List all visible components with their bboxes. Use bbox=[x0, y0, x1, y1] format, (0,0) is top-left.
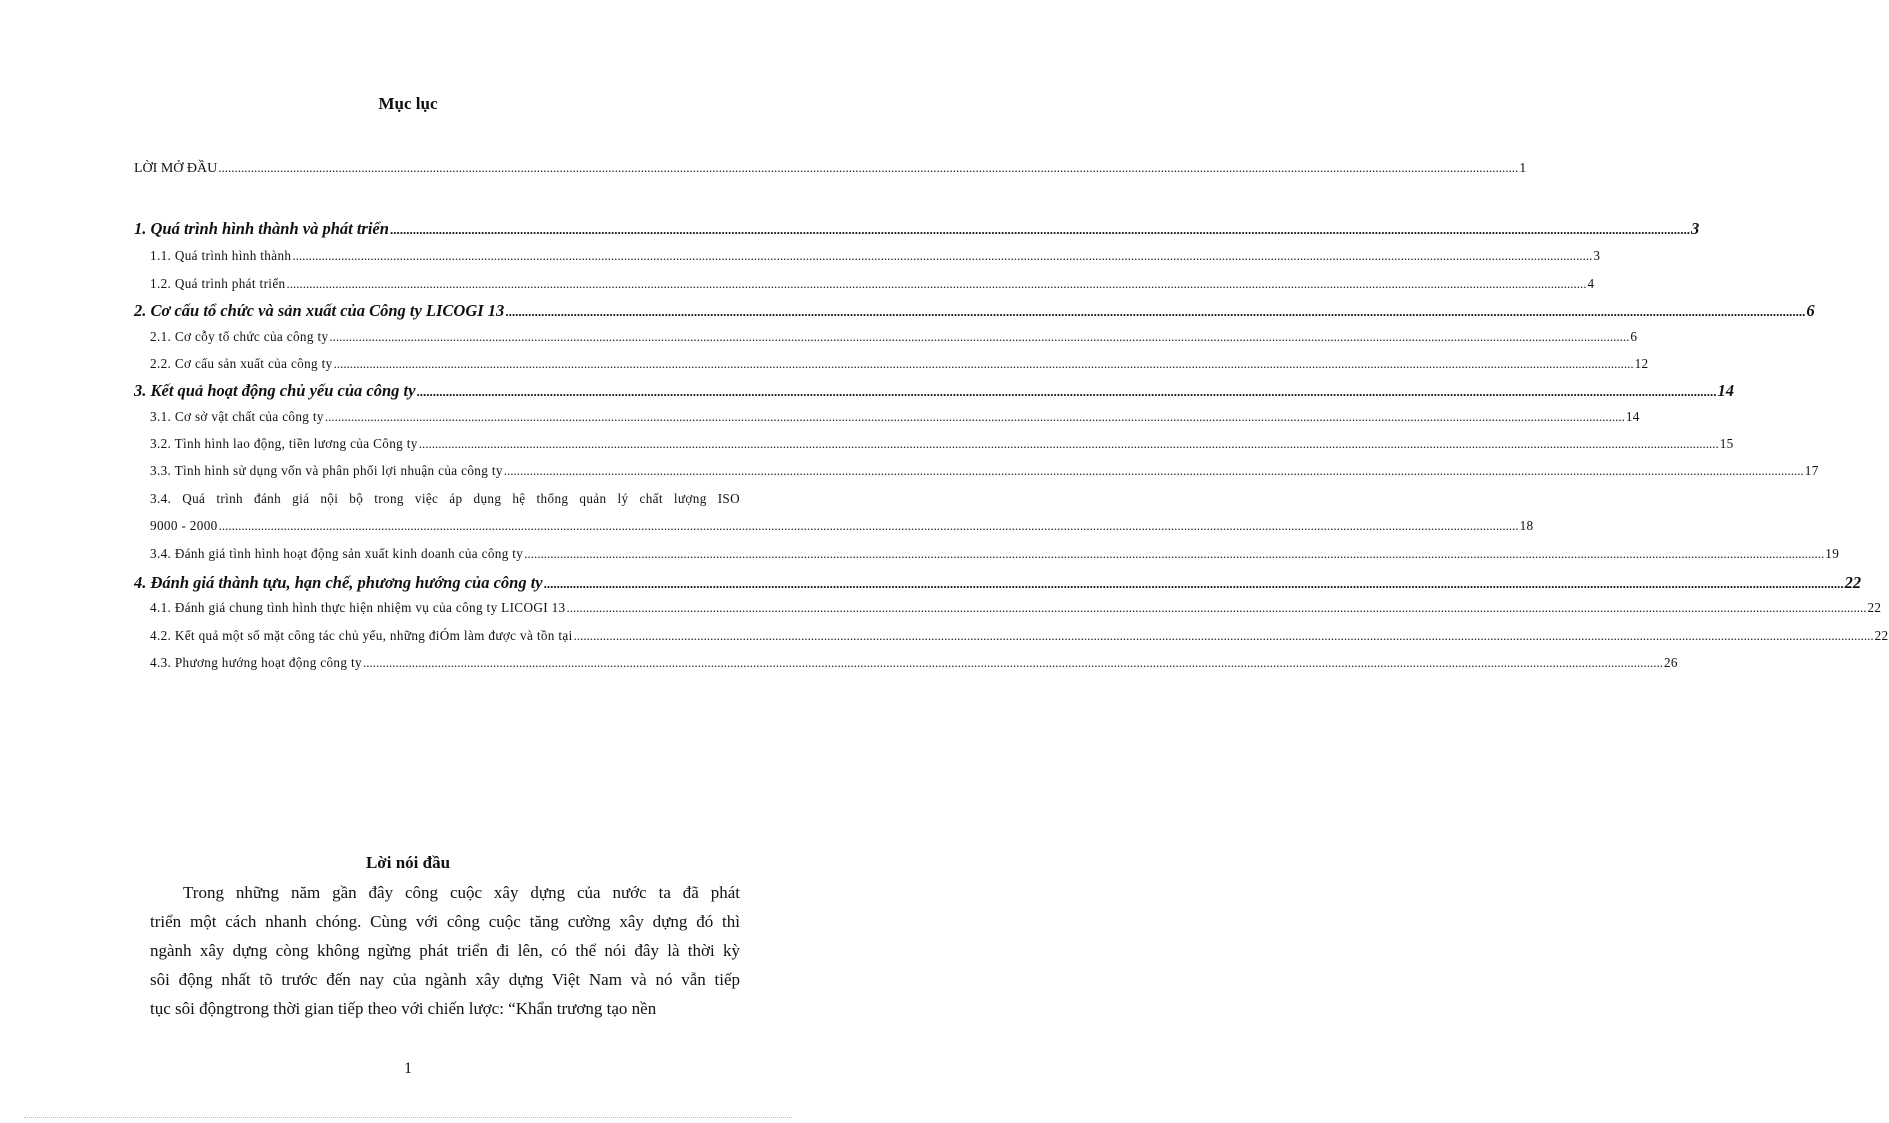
toc-entry-page: 22 bbox=[1867, 600, 1882, 615]
toc-section-heading[interactable] bbox=[134, 219, 1700, 239]
toc-entry[interactable] bbox=[150, 409, 1640, 425]
toc-leader-dots: ................................................................................................................................................................................................................................................................................................................................................................................................................ bbox=[362, 655, 1663, 670]
toc-entry[interactable] bbox=[150, 546, 1840, 562]
toc-leader-dots: ................................................................................................................................................................................................................................................................................................................................................................................................................ bbox=[573, 628, 1874, 643]
toc-entry-page: 4 bbox=[1587, 276, 1595, 291]
toc-entry-page: 6 bbox=[1806, 301, 1815, 320]
toc-leader-dots: ................................................................................................................................................................................................................................................................................................................................................................................................................ bbox=[218, 160, 1519, 175]
toc-entry[interactable] bbox=[150, 276, 1595, 292]
toc-entry-page: 22 bbox=[1844, 573, 1862, 592]
toc-leader-dots: ................................................................................................................................................................................................................................................................................................................................................................................................................ bbox=[524, 546, 1825, 561]
toc-section-heading[interactable] bbox=[134, 301, 1815, 321]
toc-entry-page: 3 bbox=[1593, 248, 1601, 263]
toc-section-heading[interactable] bbox=[134, 573, 1862, 593]
toc-leader-dots: ................................................................................................................................................................................................................................................................................................................................................................................................................ bbox=[292, 248, 1593, 263]
toc-entry-label: 1.1. Quá trình hình thành bbox=[150, 248, 292, 263]
toc-leader-dots: ................................................................................................................................................................................................................................................................................................................................................................................................................ bbox=[503, 463, 1804, 478]
toc-entry-label: 1. Quá trình hình thành và phát triển bbox=[134, 219, 389, 238]
toc-entry[interactable] bbox=[150, 329, 1638, 345]
toc-leader-dots: ................................................................................................................................................................................................................................................................................................................................................................................................................ bbox=[418, 436, 1719, 451]
toc-leader-dots: ................................................................................................................................................................................................................................................................................................................................................................................................................ bbox=[333, 356, 1634, 371]
toc-entry-label: 4. Đánh giá thành tựu, hạn chế, phương hướng của công ty bbox=[134, 573, 543, 592]
toc-entry-label: 2.2. Cơ cấu sản xuất của công ty bbox=[150, 356, 333, 371]
toc-leader-dots: ................................................................................................................................................................................................................................................................................................................................................................................................................ bbox=[324, 409, 1625, 424]
toc-entry-page: 15 bbox=[1719, 436, 1734, 451]
toc-entry-label: 3.3. Tình hình sử dụng vốn và phân phối lợi nhuận của công ty bbox=[150, 463, 503, 478]
page-number: 1 bbox=[404, 1060, 412, 1077]
toc-entry[interactable] bbox=[150, 518, 1534, 534]
intro-line: tục sôi độngtrong thời gian tiếp theo với chiến lược: “Khẩn trương tạo nền bbox=[150, 999, 657, 1018]
toc-entry[interactable] bbox=[134, 160, 1527, 177]
toc-entry-label: 3. Kết quả hoạt động chủ yếu của công ty bbox=[134, 381, 416, 400]
toc-entry-label: 1.2. Quá trình phát triển bbox=[150, 276, 286, 291]
toc-entry-label: 2.1. Cơ cỗy tổ chức của công ty bbox=[150, 329, 329, 344]
toc-entry-label: LỜI MỞ ĐẦU bbox=[134, 161, 218, 176]
intro-title: Lời nói đầu bbox=[365, 853, 451, 872]
toc-entry-label: 2. Cơ cấu tổ chức và sản xuất của Công ty LICOGI 13 bbox=[134, 301, 505, 320]
toc-entry-label: 3.2. Tình hình lao động, tiền lương của Công ty bbox=[150, 436, 418, 451]
toc-entry[interactable] bbox=[150, 655, 1678, 671]
toc-entry-page: 14 bbox=[1625, 409, 1640, 424]
toc-entry-page: 14 bbox=[1717, 381, 1734, 400]
toc-entry[interactable] bbox=[150, 436, 1734, 452]
toc-entry-label-line2: 9000 - 2000 bbox=[150, 518, 218, 533]
toc-entry-label: 4.2. Kết quả một số mặt công tác chủ yếu, những điÓm làm được và tồn tại bbox=[150, 628, 573, 643]
toc-section-heading[interactable] bbox=[134, 381, 1734, 401]
toc-entry-page: 19 bbox=[1825, 546, 1840, 561]
page-bottom-divider bbox=[24, 1117, 792, 1118]
toc-leader-dots: ................................................................................................................................................................................................................................................................................................................................................................................................................ bbox=[543, 576, 1844, 591]
intro-line: Trong những năm gần đây công cuộc xây dựng của nước ta đã phát bbox=[183, 883, 740, 902]
intro-line: sôi động nhất tõ trước đến nay của ngành xây dựng Việt Nam và nó vẫn tiếp bbox=[150, 970, 740, 989]
toc-title: Mục lục bbox=[378, 94, 438, 113]
intro-paragraph bbox=[150, 878, 740, 1023]
toc-entry-page: 12 bbox=[1634, 356, 1649, 371]
toc-entry-page: 1 bbox=[1519, 161, 1527, 176]
toc-leader-dots: ................................................................................................................................................................................................................................................................................................................................................................................................................ bbox=[218, 518, 1519, 533]
toc-entry-page: 6 bbox=[1630, 329, 1638, 344]
toc-entry-label: 3.4. Đánh giá tình hình hoạt động sản xuất kinh doanh của công ty bbox=[150, 546, 524, 561]
toc-entry-page: 18 bbox=[1519, 518, 1534, 533]
toc-entry-page: 26 bbox=[1663, 655, 1678, 670]
toc-entry-label: 4.1. Đánh giá chung tình hình thực hiện nhiệm vụ của công ty LICOGI 13 bbox=[150, 600, 566, 615]
toc-leader-dots: ................................................................................................................................................................................................................................................................................................................................................................................................................ bbox=[416, 384, 1717, 399]
toc-entry-label-line1[interactable]: 3.4. Quá trình đánh giá nội bộ trong việc áp dụng hệ thống quản lý chất lượng ISO bbox=[150, 491, 740, 506]
toc-entry-label: 3.1. Cơ sở vật chất của công ty bbox=[150, 409, 324, 424]
intro-line: ngành xây dựng còng không ngừng phát triển đi lên, có thể nói đây là thời kỳ bbox=[150, 941, 740, 960]
intro-line: triển một cách nhanh chóng. Cùng với công cuộc tăng cường xây dựng đó thì bbox=[150, 912, 740, 931]
toc-entry[interactable] bbox=[150, 356, 1649, 372]
toc-leader-dots: ................................................................................................................................................................................................................................................................................................................................................................................................................ bbox=[329, 329, 1630, 344]
toc-leader-dots: ................................................................................................................................................................................................................................................................................................................................................................................................................ bbox=[389, 222, 1690, 237]
toc-entry-page: 17 bbox=[1804, 463, 1819, 478]
toc-entry[interactable] bbox=[150, 463, 1819, 479]
toc-entry[interactable] bbox=[150, 600, 1882, 616]
toc-entry-label: 4.3. Phương hướng hoạt động công ty bbox=[150, 655, 362, 670]
toc-entry-page: 3 bbox=[1690, 219, 1700, 238]
toc-entry-page: 22 bbox=[1874, 628, 1889, 643]
toc-entry[interactable] bbox=[150, 248, 1601, 264]
toc-leader-dots: ................................................................................................................................................................................................................................................................................................................................................................................................................ bbox=[566, 600, 1867, 615]
toc-leader-dots: ................................................................................................................................................................................................................................................................................................................................................................................................................ bbox=[286, 276, 1587, 291]
toc-leader-dots: ................................................................................................................................................................................................................................................................................................................................................................................................................ bbox=[505, 304, 1806, 319]
toc-entry[interactable] bbox=[150, 628, 1889, 644]
